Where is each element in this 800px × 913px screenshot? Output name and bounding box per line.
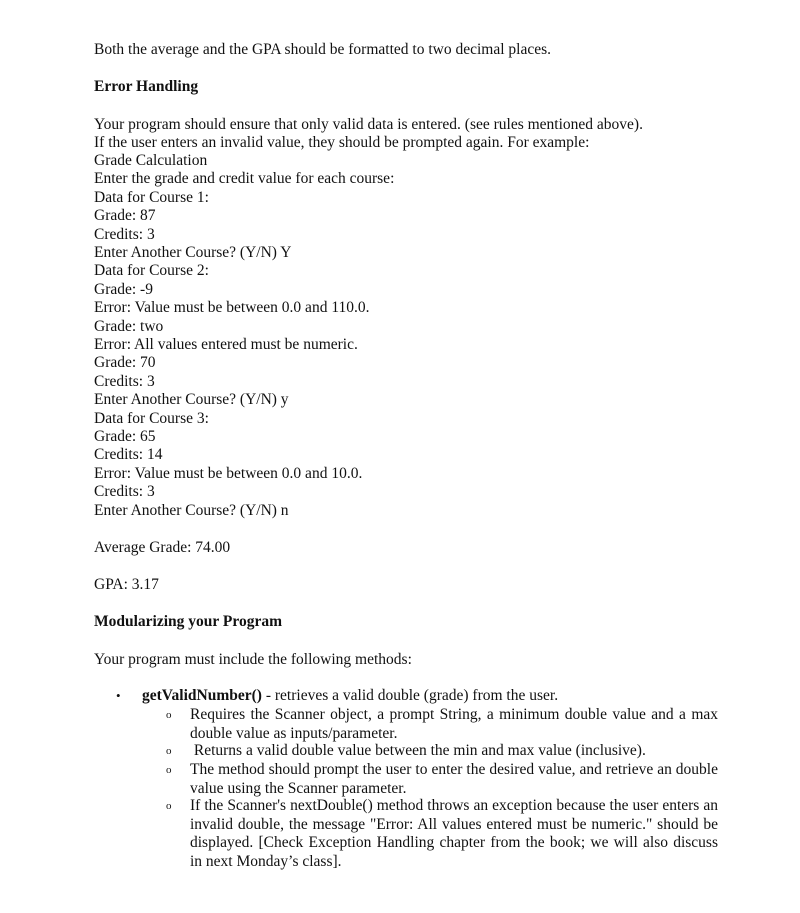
example-line: Credits: 3 <box>94 226 155 243</box>
sub-bullet-icon: o <box>166 764 172 776</box>
modular-heading: Modularizing your Program <box>94 613 282 630</box>
example-line: Enter the grade and credit value for each course: <box>94 170 395 187</box>
example-line: Credits: 14 <box>94 446 163 463</box>
example-line: Grade: two <box>94 318 164 335</box>
method-line <box>142 687 558 705</box>
example-line: Error: Value must be between 0.0 and 110.0. <box>94 299 370 316</box>
gpa-value: GPA: 3.17 <box>94 576 159 593</box>
sub-item-text: The method should prompt the user to enter the desired value, and retrieve an double value using the Scanner parameter. <box>190 761 718 797</box>
modular-para: Your program must include the following methods: <box>94 651 412 668</box>
example-line: Enter Another Course? (Y/N) y <box>94 391 289 408</box>
sub-bullet-icon: o <box>166 800 172 812</box>
average-grade: Average Grade: 74.00 <box>94 539 231 556</box>
example-line: Enter Another Course? (Y/N) n <box>94 502 289 519</box>
sub-item-text: Requires the Scanner object, a prompt String, a minimum double value and a max double value as inputs/parameter. <box>190 706 718 742</box>
example-line: Credits: 3 <box>94 483 155 500</box>
example-line: Data for Course 3: <box>94 410 209 427</box>
sub-item-text: Returns a valid double value between the min and max value (inclusive). <box>190 742 646 759</box>
bullet-icon: • <box>116 688 121 703</box>
example-line: Credits: 3 <box>94 373 155 390</box>
example-line: Grade: 70 <box>94 354 156 371</box>
example-line: Grade: 65 <box>94 428 156 445</box>
sub-bullet-icon: o <box>166 709 172 721</box>
example-line: Grade: 87 <box>94 207 156 224</box>
example-line: Error: All values entered must be numeric. <box>94 336 358 353</box>
sub-item-text: If the Scanner's nextDouble() method throws an exception because the user enters an invalid double, the message "Error: All values entered must be numeric." should be displayed. [Check Exception Handling chapter from the book; we will also discuss in next Monday’s class]. <box>190 797 718 870</box>
error-para-line-1: Your program should ensure that only valid data is entered. (see rules mentioned above). <box>94 116 643 133</box>
example-line: Grade Calculation <box>94 152 208 169</box>
example-line: Data for Course 1: <box>94 189 209 206</box>
example-line: Enter Another Course? (Y/N) Y <box>94 244 292 261</box>
example-line: Error: Value must be between 0.0 and 10.0. <box>94 465 363 482</box>
error-handling-heading: Error Handling <box>94 78 199 95</box>
error-para-line-2: If the user enters an invalid value, they should be prompted again. For example: <box>94 134 590 151</box>
method-name: getValidNumber() <box>142 687 262 704</box>
format-note: Both the average and the GPA should be formatted to two decimal places. <box>94 41 551 58</box>
example-line: Grade: -9 <box>94 281 153 298</box>
sub-bullet-icon: o <box>166 745 172 757</box>
method-desc: - retrieves a valid double (grade) from the user. <box>261 687 559 704</box>
example-line: Data for Course 2: <box>94 262 209 279</box>
